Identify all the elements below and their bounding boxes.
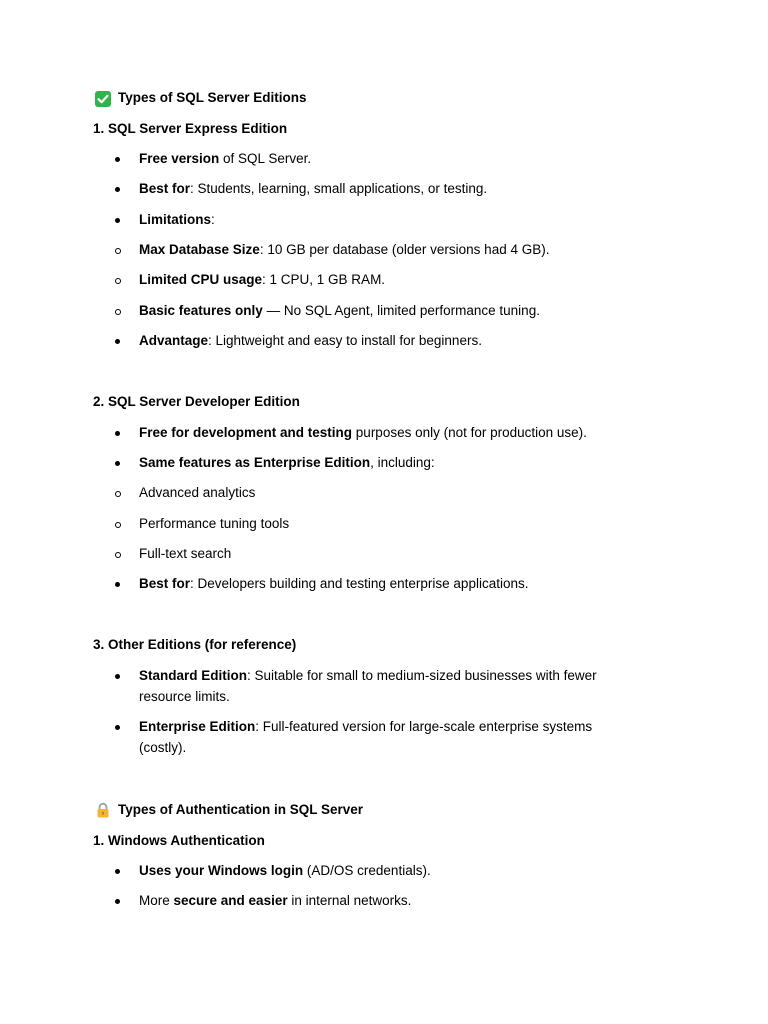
list-item: Full-text search [139, 546, 232, 561]
section-heading-authentication: Types of Authentication in SQL Server [118, 802, 364, 817]
list-item: Enterprise Edition: Full-featured version for large-scale enterprise systems [139, 719, 593, 734]
list-item: Limited CPU usage: 1 CPU, 1 GB RAM. [139, 272, 386, 287]
list-item-continuation: (costly). [139, 740, 187, 755]
list-item: Same features as Enterprise Edition, including: [139, 455, 435, 470]
list-item: Limitations: [139, 212, 215, 227]
list-item: Best for: Developers building and testing enterprise applications. [139, 576, 529, 591]
subheading-developer: 2. SQL Server Developer Edition [93, 394, 300, 409]
list-item: Max Database Size: 10 GB per database (older versions had 4 GB). [139, 242, 550, 257]
subheading-windows-auth: 1. Windows Authentication [93, 833, 265, 848]
list-item: Free version of SQL Server. [139, 151, 312, 166]
subheading-other: 3. Other Editions (for reference) [93, 637, 297, 652]
lock-icon [95, 802, 111, 818]
list-item: Advantage: Lightweight and easy to install for beginners. [139, 333, 482, 348]
check-mark-button-icon [95, 91, 111, 107]
list-item: More secure and easier in internal networks. [139, 893, 412, 908]
list-item: Performance tuning tools [139, 516, 290, 531]
section-heading-editions: Types of SQL Server Editions [118, 90, 307, 105]
list-item: Free for development and testing purposes only (not for production use). [139, 425, 587, 440]
subheading-express: 1. SQL Server Express Edition [93, 121, 288, 136]
list-item: Advanced analytics [139, 485, 256, 500]
list-item: Basic features only — No SQL Agent, limited performance tuning. [139, 303, 540, 318]
list-item-continuation: resource limits. [139, 689, 230, 704]
list-item: Best for: Students, learning, small applications, or testing. [139, 181, 488, 196]
list-item: Standard Edition: Suitable for small to medium-sized businesses with fewer [139, 668, 597, 683]
list-item: Uses your Windows login (AD/OS credentials). [139, 863, 431, 878]
